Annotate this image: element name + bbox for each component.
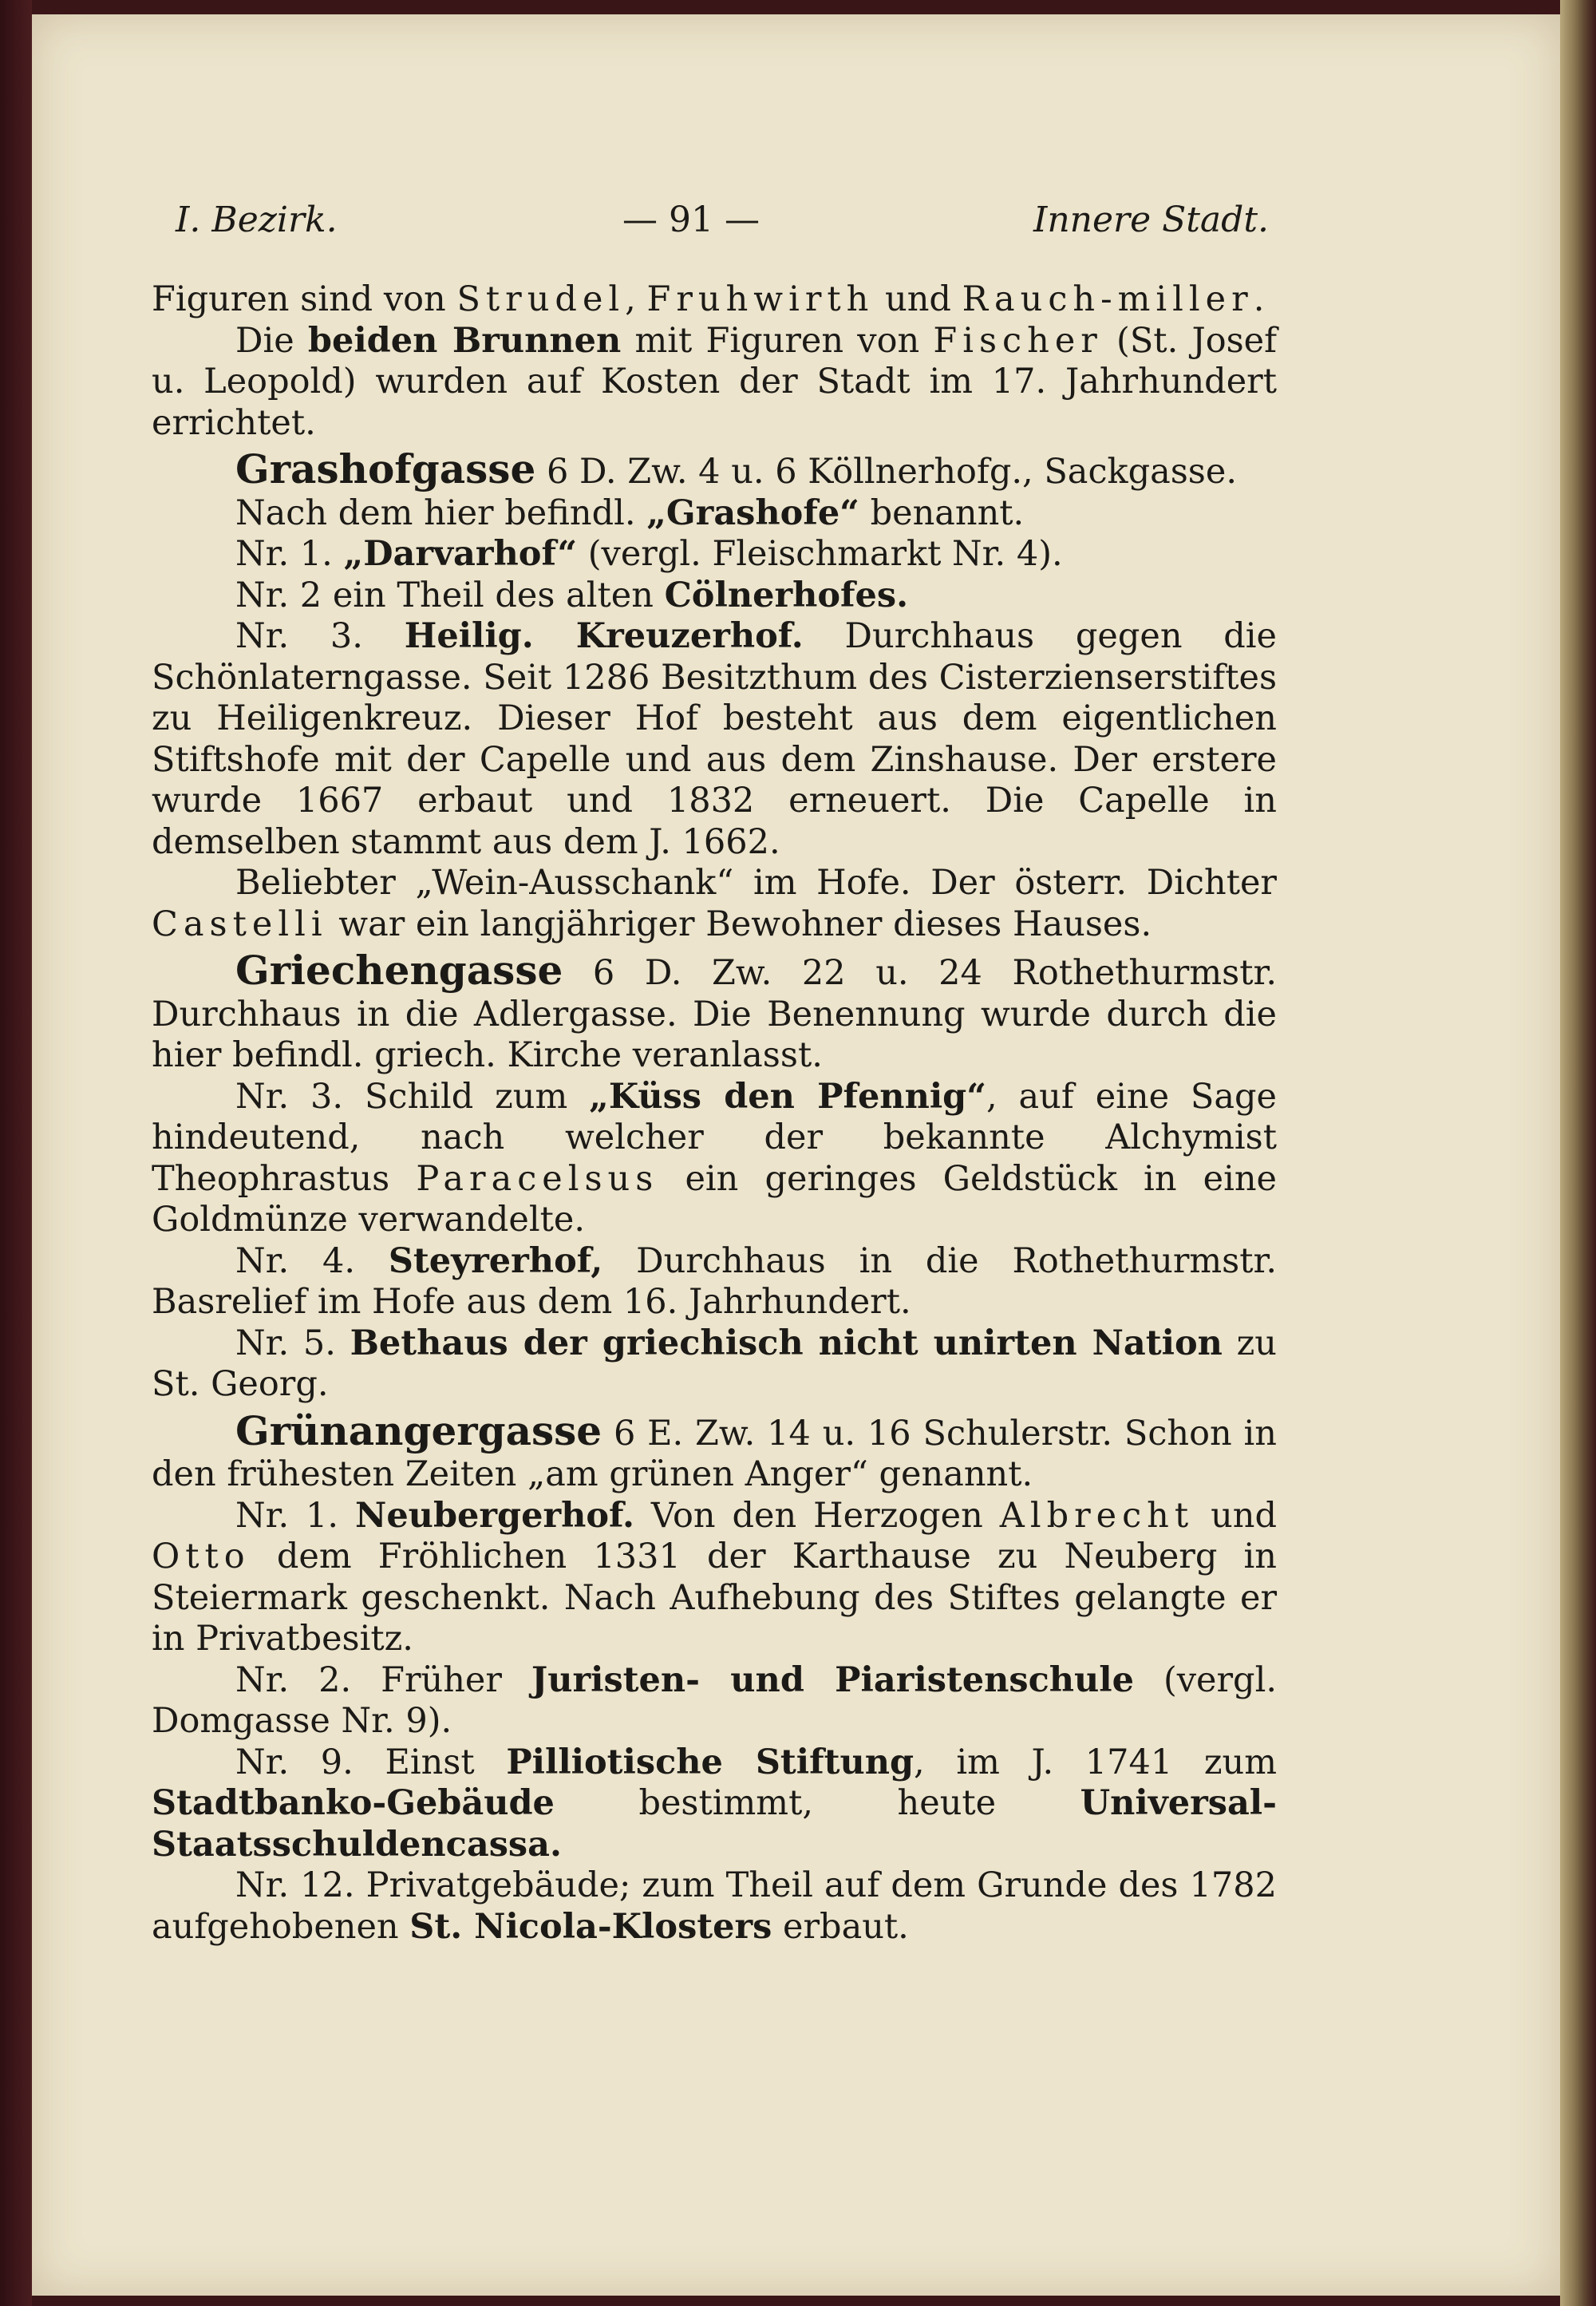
gruenangergasse-nr1: [152, 1496, 1277, 1660]
text-run: dem Fröhlichen 1331 der Karthause zu Neuberg in Steiermark geschenkt. Nach Aufhebung des Stiftes gelangte er in Privatbesitz.: [152, 1537, 1277, 1659]
bold-term: „Küss den Pfennig“: [589, 1076, 986, 1117]
text-run: Nr. 12. Privatgebäude; zum Theil auf dem Grunde des 1782 aufgehobenen: [152, 1865, 1277, 1947]
entry-title: Grashofgasse: [235, 445, 536, 492]
grashofgasse-ausschank: [152, 863, 1277, 945]
text-run: ein geringes Geldstück in eine Goldmünze verwandelte.: [152, 1158, 1277, 1240]
text-run: (vergl. Domgasse Nr. 9).: [152, 1659, 1277, 1741]
page-number: — 91 —: [622, 200, 760, 240]
book-cover-edge: [0, 0, 32, 2306]
gruenangergasse-nr9: [152, 1742, 1277, 1866]
person-name: Castelli: [152, 904, 328, 944]
text-run: Durchhaus gegen die Schönlaterngasse. Seit 1286 Besitzthum des Cisterzienserstiftes zu Heiligenkreuz. Dieser Hof besteht aus dem eigentlichen Stiftshofe mit der Capelle und aus dem Zinshause. Der erstere wurde 1667 erbaut und 1832 erneuert. Die Capelle in demselben stammt aus dem J. 1662.: [152, 616, 1278, 862]
header-district: I. Bezirk.: [176, 200, 338, 240]
text-run: Beliebter „Wein-Ausschank“ im Hofe. Der österr. Dichter: [235, 863, 1277, 903]
bold-term: Stadtbanko-Gebäude: [152, 1783, 555, 1823]
grashofgasse-nr3: [152, 616, 1277, 863]
gruenangergasse-nr2: [152, 1660, 1277, 1742]
text-run: und: [1194, 1495, 1277, 1536]
text-run: Nach dem hier befindl.: [235, 492, 647, 533]
bold-term: Pilliotische Stiftung: [506, 1742, 915, 1782]
text-run: benannt.: [859, 492, 1025, 533]
artist-name: Rauch-miller: [962, 279, 1254, 319]
text-run: bestimmt, heute: [554, 1783, 1080, 1823]
running-head: [176, 200, 1269, 247]
text-run: Von den Herzogen: [634, 1495, 1000, 1536]
entry-location: 6 D. Zw. 22 u. 24 Rothethurmstr. Durchhaus in die Adlergasse. Die Benennung wurde durch die hier befindl. griech. Kirche veranlasst.: [152, 953, 1277, 1075]
text-run: Nr. 9. Einst: [235, 1742, 507, 1782]
text-run: (St. Josef u. Leopold) wurden auf Kosten der Stadt im 17. Jahrhundert errichtet.: [152, 320, 1278, 443]
gruenangergasse-nr12: [152, 1865, 1277, 1948]
grashofgasse-nr1: [152, 534, 1277, 576]
grashofgasse-naming: [152, 493, 1277, 535]
text-run: (vergl. Fleischmarkt Nr. 4).: [577, 534, 1063, 574]
entry-gruenangergasse: [152, 1406, 1277, 1496]
entry-location: 6 D. Zw. 4 u. 6 Köllnerhofg., Sackgasse.: [535, 452, 1237, 492]
artist-name: Fruhwirth: [646, 279, 875, 319]
bold-term: St. Nicola-Klosters: [409, 1906, 772, 1947]
text-run: und: [874, 279, 962, 319]
text-run: ,: [625, 279, 647, 319]
brunnen-paragraph: [152, 321, 1277, 445]
griechengasse-nr4: [152, 1241, 1277, 1323]
entry-title: Grünangergasse: [235, 1406, 602, 1454]
grashofgasse-nr2: [152, 576, 1277, 617]
bold-term: Cölnerhofes.: [664, 575, 909, 615]
intro-paragraph: [152, 279, 1277, 321]
header-section: Innere Stadt.: [1033, 200, 1269, 240]
entry-grashofgasse: [152, 445, 1277, 493]
bold-term: Bethaus der griechisch nicht unirten Nation: [350, 1323, 1223, 1363]
text-run: Die: [235, 320, 308, 361]
text-run: , im J. 1741 zum: [914, 1742, 1277, 1782]
artist-name: Fischer: [933, 320, 1103, 361]
bold-term: Steyrerhof,: [388, 1240, 603, 1281]
text-run: mit Figuren von: [621, 320, 934, 361]
bold-term: Universal-Staatsschuldencassa.: [152, 1783, 1277, 1865]
text-run: Durchhaus in die Rothethurmstr. Basrelief im Hofe aus dem 16. Jahrhundert.: [152, 1240, 1277, 1322]
text-run: Nr. 2. Früher: [235, 1659, 531, 1700]
bold-term: „Grashofe“: [646, 492, 859, 533]
entry-title: Griechengasse: [235, 947, 563, 994]
bold-term: „Darvarhof“: [343, 534, 578, 574]
text-run: .: [1253, 279, 1265, 319]
bold-term: Neubergerhof.: [355, 1495, 634, 1536]
text-run: Nr. 5.: [235, 1323, 350, 1363]
text-run: erbaut.: [772, 1906, 909, 1947]
text-run: Nr. 2 ein Theil des alten: [235, 575, 665, 615]
text-run: , auf eine Sage hindeutend, nach welcher der bekannte Alchymist Theophrastus: [152, 1076, 1278, 1199]
person-name: Paracelsus: [416, 1158, 659, 1199]
person-name: Otto: [152, 1537, 251, 1576]
entry-griechengasse: [152, 947, 1277, 1077]
bold-term: Juristen- und Piaristenschule: [531, 1659, 1134, 1700]
bold-term: Heilig. Kreuzerhof.: [404, 616, 804, 656]
entry-location: 6 E. Zw. 14 u. 16 Schulerstr. Schon in den frühesten Zeiten „am grünen Anger“ genannt.: [152, 1413, 1277, 1494]
text-run: Nr. 3. Schild zum: [235, 1076, 590, 1117]
text-run: Nr. 3.: [235, 616, 405, 656]
text-run: zu St. Georg.: [152, 1323, 1277, 1404]
page-gutter: [1560, 0, 1596, 2306]
artist-name: Strudel: [456, 279, 626, 319]
person-name: Albrecht: [999, 1495, 1195, 1536]
text-run: Figuren sind von: [152, 279, 457, 319]
page-body: [152, 279, 1277, 1948]
text-run: Nr. 4.: [235, 1240, 389, 1281]
bold-term: beiden Brunnen: [307, 320, 622, 361]
griechengasse-nr3: [152, 1077, 1277, 1241]
text-run: Nr. 1.: [235, 534, 344, 574]
griechengasse-nr5: [152, 1323, 1277, 1406]
text-run: war ein langjähriger Bewohner dieses Hauses.: [327, 904, 1152, 944]
text-run: Nr. 1.: [235, 1495, 356, 1536]
